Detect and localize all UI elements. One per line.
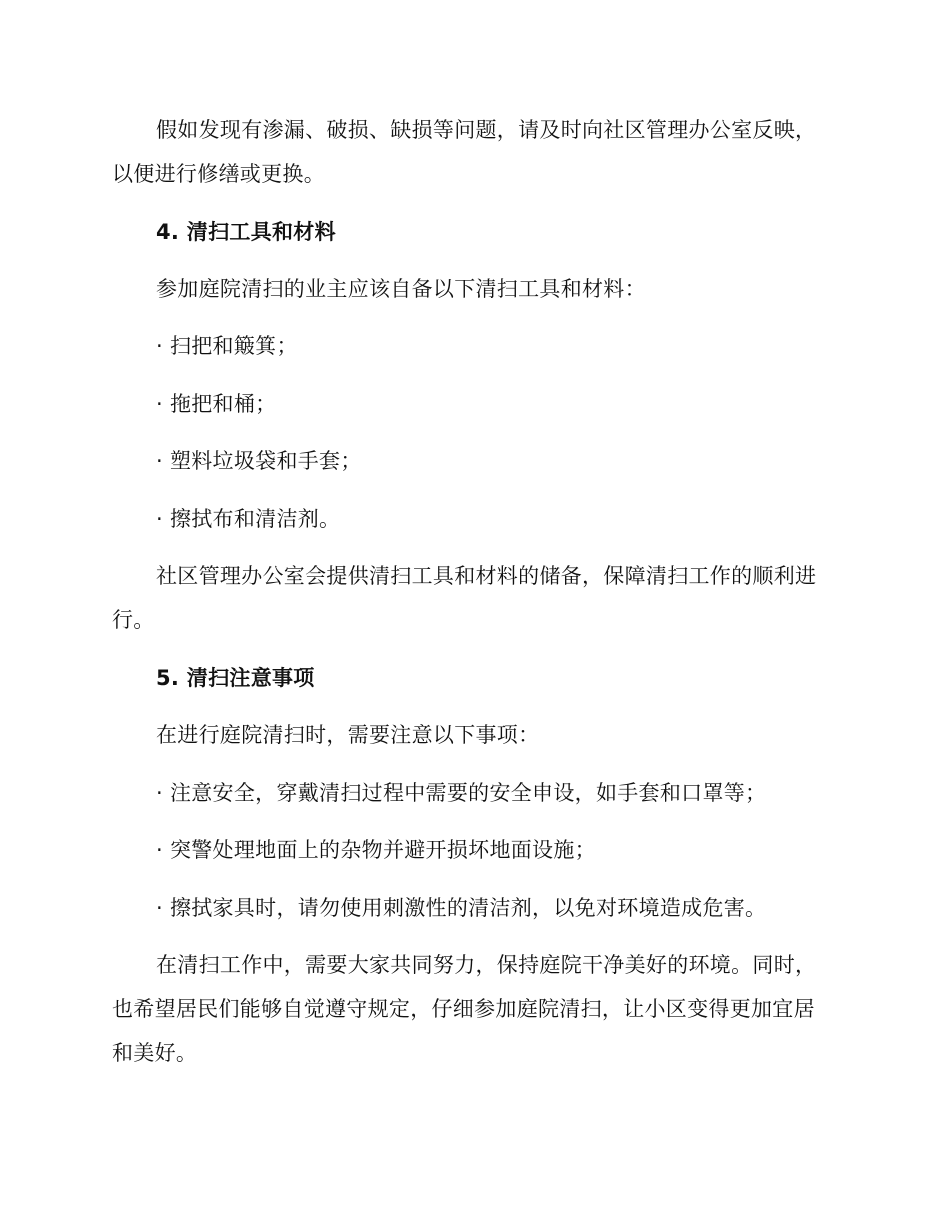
list-item: · 塑料垃圾袋和手套；: [156, 449, 362, 473]
paragraph-line: 行。: [112, 608, 155, 632]
paragraph-line: 也希望居民们能够自觉遵守规定，仔细参加庭院清扫，让小区变得更加宜居: [112, 997, 815, 1021]
paragraph-line: 在清扫工作中，需要大家共同努力，保持庭院干净美好的环境。同时，: [156, 953, 817, 977]
list-item: · 擦拭家具时，请勿使用刺激性的清洁剂，以免对环境造成危害。: [156, 896, 767, 920]
paragraph-line: 社区管理办公室会提供清扫工具和材料的储备，保障清扫工作的顺利进: [156, 564, 817, 588]
section-intro: 在进行庭院清扫时，需要注意以下事项：: [156, 723, 540, 747]
section-intro: 参加庭院清扫的业主应该自备以下清扫工具和材料：: [156, 277, 646, 301]
paragraph-line: 以便进行修缮或更换。: [112, 162, 325, 186]
list-item: · 注意安全，穿戴清扫过程中需要的安全申设，如手套和口罩等；: [156, 781, 767, 805]
list-item: · 突警处理地面上的杂物并避开损坏地面设施；: [156, 838, 596, 862]
list-item: · 擦拭布和清洁剂。: [156, 507, 341, 531]
list-item: · 扫把和簸箕；: [156, 334, 298, 358]
paragraph-line: 和美好。: [112, 1041, 198, 1065]
section-heading: 4. 清扫工具和材料: [156, 220, 336, 244]
list-item: · 拖把和桶；: [156, 392, 277, 416]
section-heading: 5. 清扫注意事项: [156, 666, 315, 690]
paragraph-line: 假如发现有渗漏、破损、缺损等问题，请及时向社区管理办公室反映，: [156, 118, 817, 142]
